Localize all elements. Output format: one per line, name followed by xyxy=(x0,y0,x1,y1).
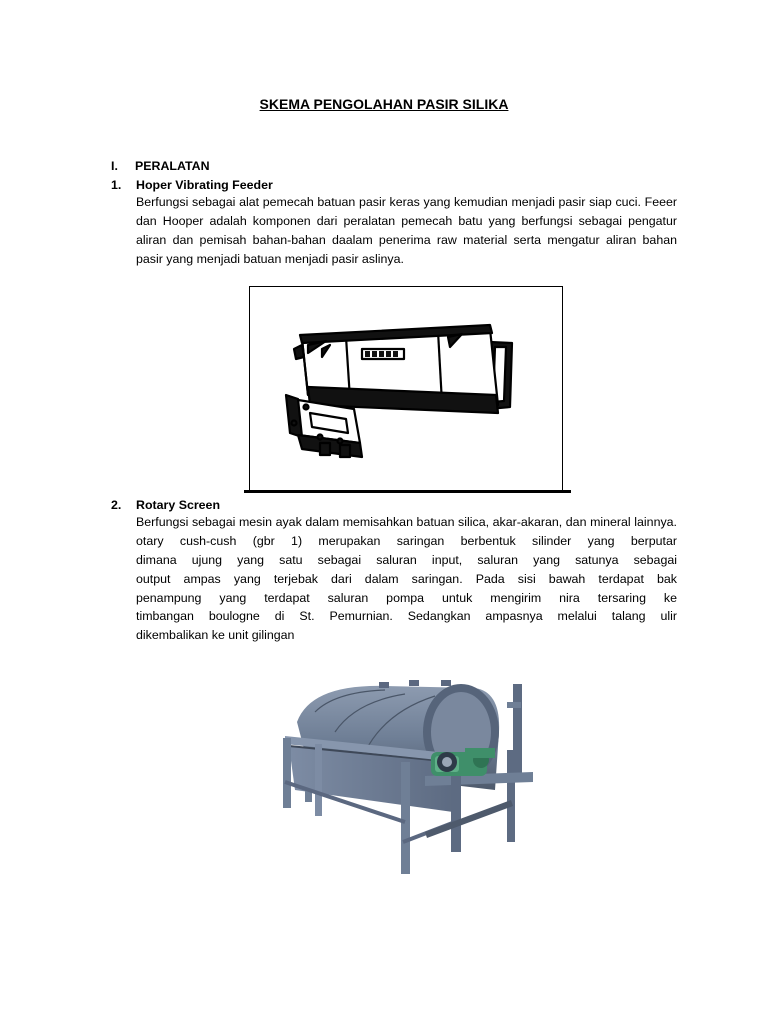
section-title: PERALATAN xyxy=(135,159,210,173)
paragraph-line: otary cush-cush (gbr 1) merupakan saringan berbentuk silinder yang berputar xyxy=(136,533,677,548)
item-title: Hoper Vibrating Feeder xyxy=(136,178,273,192)
section-heading xyxy=(111,157,210,175)
figure-1-frame xyxy=(249,286,563,491)
paragraph-line: timbangan boulogne di St. Pemurnian. Sedangkan ampasnya melalui talang ulir xyxy=(136,609,677,624)
paragraph-line: Berfungsi sebagai alat pemecah batuan pasir keras yang kemudian menjadi pasir siap cuci. Feeer xyxy=(136,195,677,209)
paragraph-line: dan Hooper adalah komponen dari peralatan pemecah batu yang berfungsi sebagai pengatur xyxy=(136,213,677,228)
item-1-paragraph xyxy=(136,193,677,269)
figure-1-baseline xyxy=(244,490,571,493)
paragraph-line: pasir yang menjadi batuan menjadi pasir aslinya. xyxy=(136,251,404,266)
item-2-paragraph xyxy=(136,513,677,645)
item-2-heading xyxy=(111,496,411,514)
item-1-heading xyxy=(111,176,411,194)
paragraph-line: aliran dan pemisah bahan-bahan daalam penerima raw material serta mengatur aliran bahan xyxy=(136,232,677,247)
item-number: 2. xyxy=(111,498,122,512)
section-number: I. xyxy=(111,159,118,173)
hopper-vibrating-feeder-drawing xyxy=(250,287,562,490)
item-title: Rotary Screen xyxy=(136,498,221,512)
item-number: 1. xyxy=(111,178,122,192)
document-title: SKEMA PENGOLAHAN PASIR SILIKA xyxy=(259,96,509,112)
paragraph-line: dimana ujung yang satu sebagai saluran input, saluran yang satunya sebagai xyxy=(136,552,677,567)
paragraph-line: penampung yang terdapat saluran pompa untuk mengirim nira tersaring ke xyxy=(136,590,677,605)
paragraph-line: dikembalikan ke unit gilingan xyxy=(136,628,295,643)
paragraph-line: output ampas yang terjebak dari dalam saringan. Pada sisi bawah terdapat bak xyxy=(136,571,677,586)
rotary-screen-photo xyxy=(275,672,537,882)
paragraph-line: Berfungsi sebagai mesin ayak dalam memisahkan batuan silica, akar-akaran, dan mineral lainnya. xyxy=(136,515,677,529)
